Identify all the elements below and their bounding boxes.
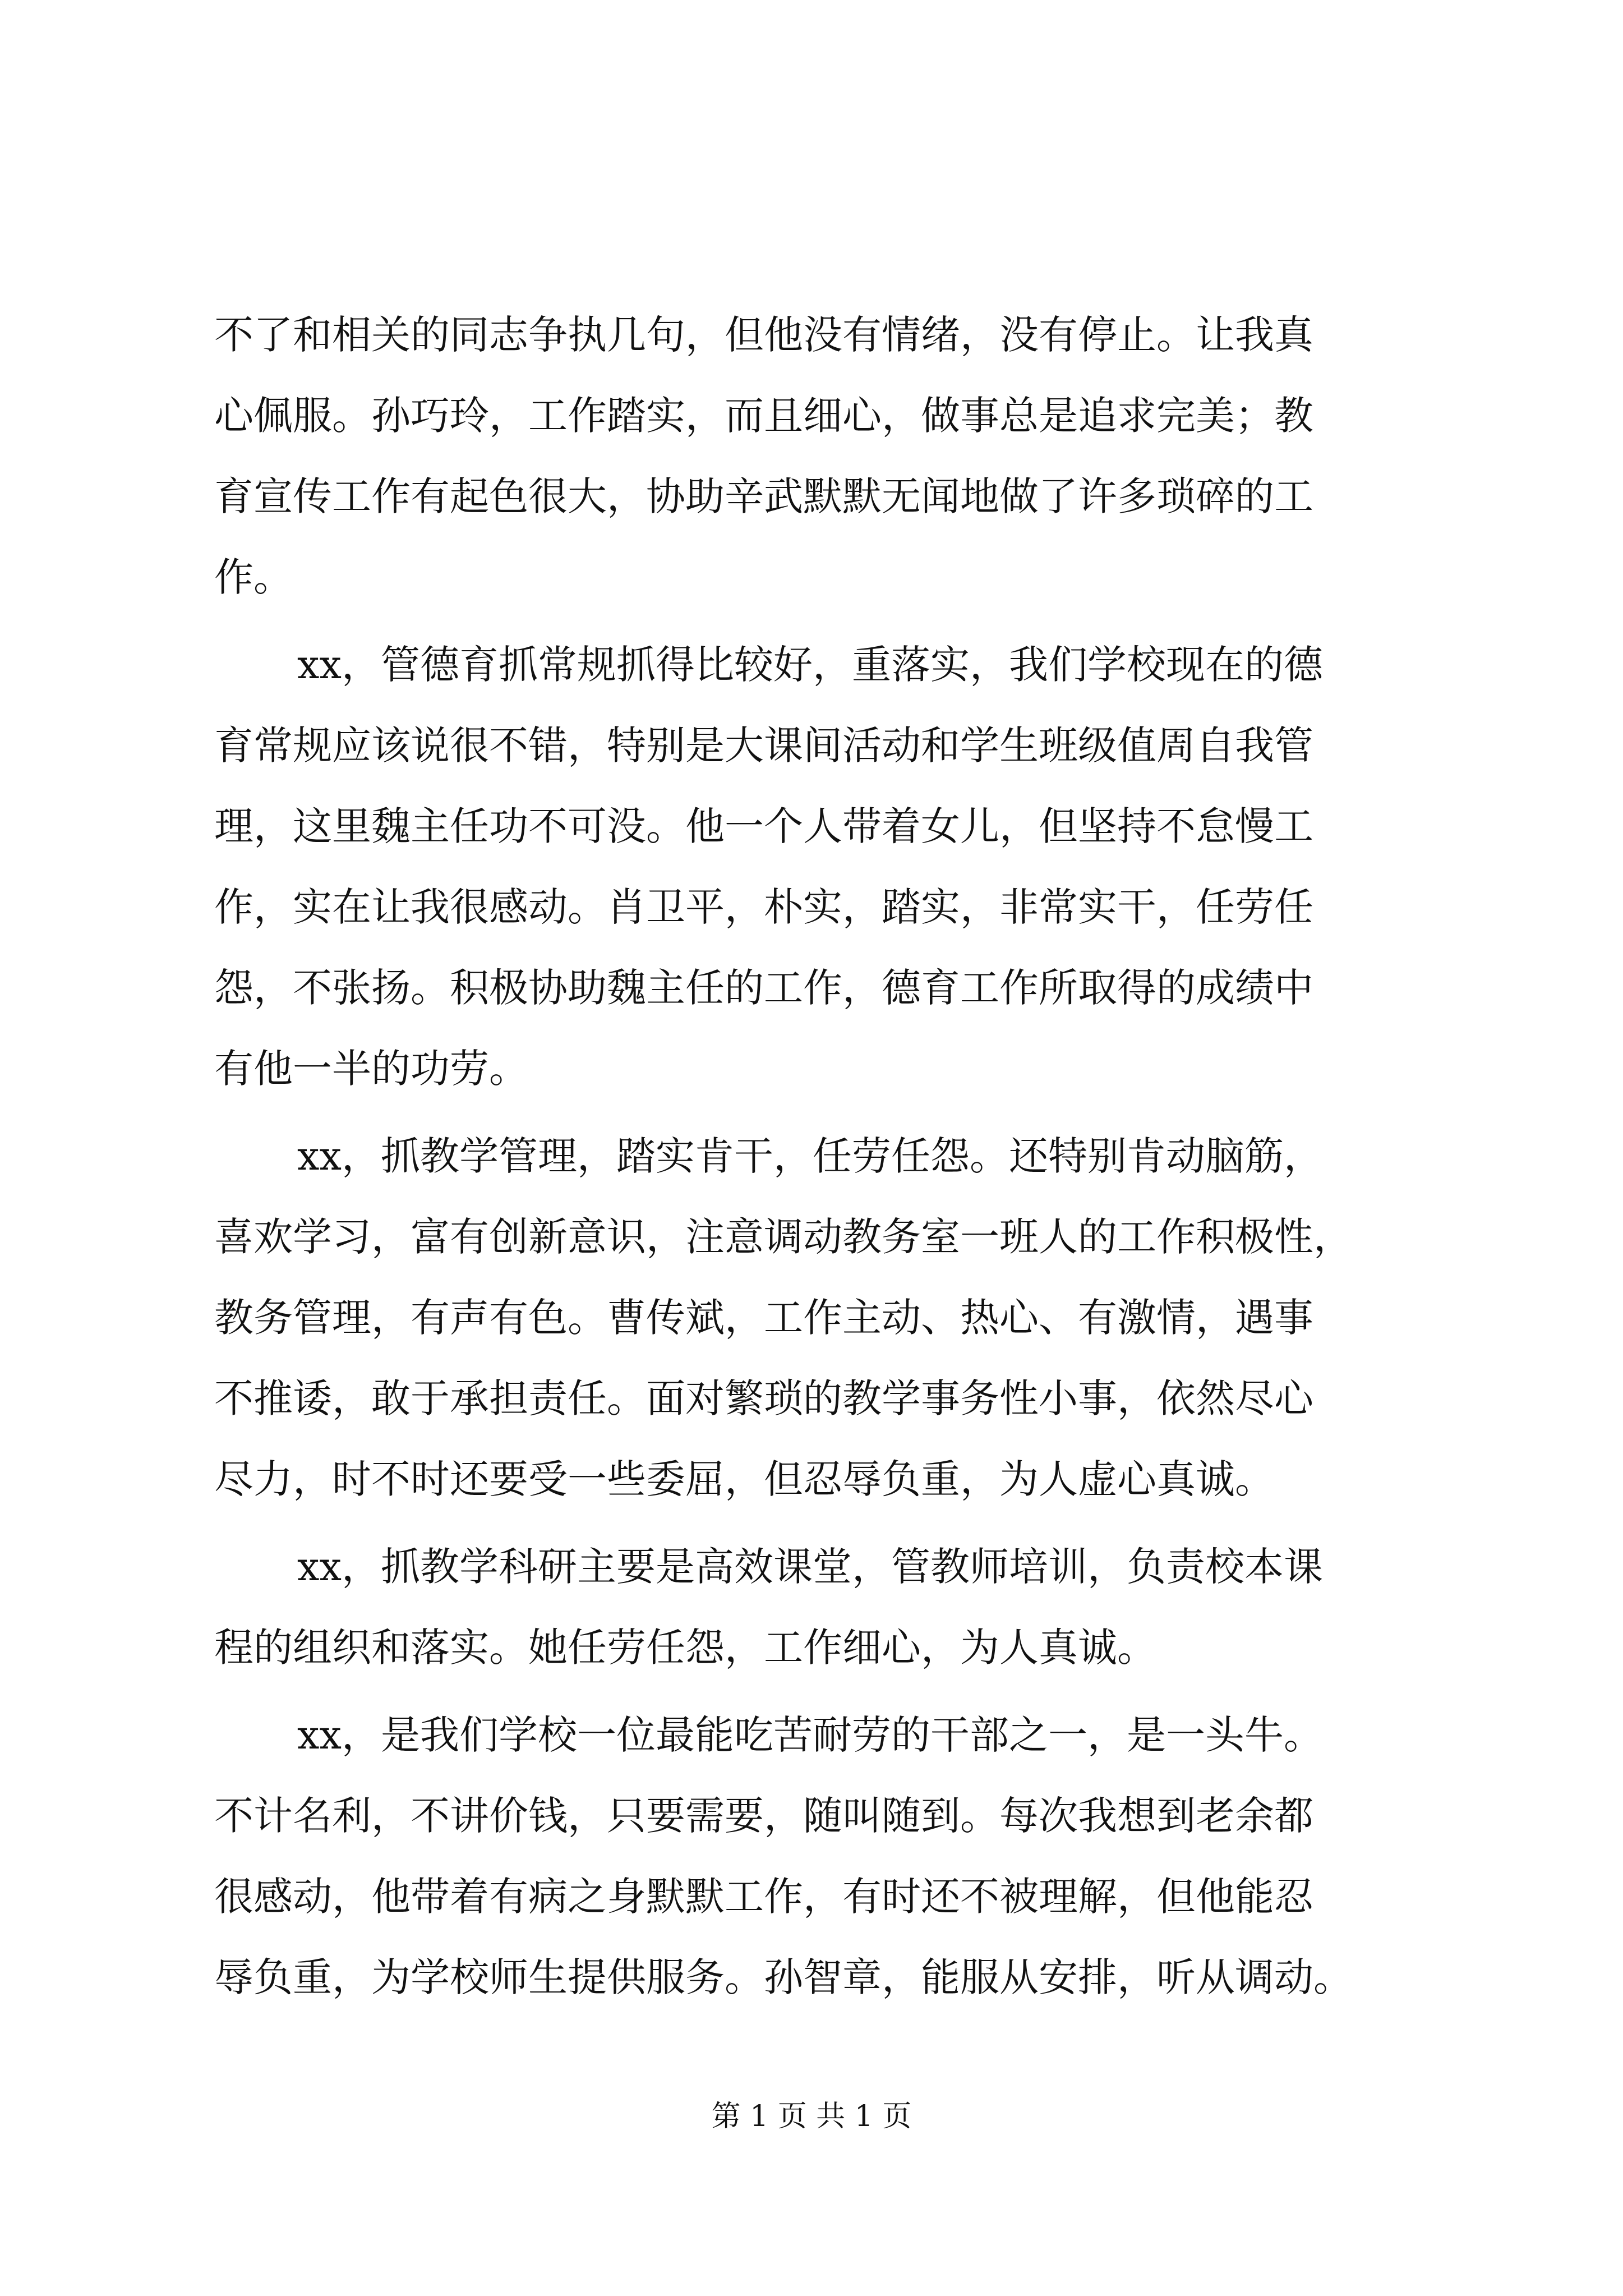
- paragraph-gap: [214, 618, 1414, 624]
- text-line: 辱负重，为学校师生提供服务。孙智章，能服从安排，听从调动。: [214, 1954, 1353, 2000]
- paragraph-2: [214, 624, 1414, 1109]
- text-line: 不计名利，不讲价钱，只要需要，随叫随到。每次我想到老余都: [214, 1793, 1313, 1839]
- paragraph-4: [214, 1526, 1414, 1688]
- text-line: 不推诿，敢于承担责任。面对繁琐的教学事务性小事，依然尽心: [214, 1375, 1313, 1421]
- text-line: 心佩服。孙巧玲，工作踏实，而且细心，做事总是追求完美；教: [214, 393, 1313, 439]
- page-number-label: 第 1 页 共 1 页: [711, 2100, 912, 2133]
- text-line: 尽力，时不时还要受一些委屈，但忍辱负重，为人虚心真诚。: [214, 1456, 1274, 1502]
- text-line: xx，管德育抓常规抓得比较好，重落实，我们学校现在的德: [297, 642, 1323, 688]
- text-line: 育宣传工作有起色很大，协助辛武默默无闻地做了许多琐碎的工: [214, 473, 1313, 519]
- text-line: 程的组织和落实。她任劳任怨，工作细心，为人真诚。: [214, 1625, 1156, 1671]
- paragraph-5: [214, 1695, 1414, 2018]
- text-line: 不了和相关的同志争执几句，但他没有情绪，没有停止。让我真: [214, 312, 1313, 358]
- paragraph-3: [214, 1116, 1414, 1520]
- text-line: 理，这里魏主任功不可没。他一个人带着女儿，但坚持不怠慢工: [214, 803, 1313, 849]
- text-line: 有他一半的功劳。: [214, 1046, 528, 1092]
- text-line: 作。: [214, 554, 293, 600]
- text-line: 怨，不张扬。积极协助魏主任的工作，德育工作所取得的成绩中: [214, 965, 1313, 1011]
- paragraph-gap: [214, 1109, 1414, 1116]
- text-line: 作，实在让我很感动。肖卫平，朴实，踏实，非常实干，任劳任: [214, 884, 1313, 930]
- text-line: 喜欢学习，富有创新意识，注意调动教务室一班人的工作积极性，: [214, 1214, 1353, 1260]
- document-body: [214, 295, 1414, 2018]
- text-line: 育常规应该说很不错，特别是大课间活动和学生班级值周自我管: [214, 723, 1313, 769]
- text-line: xx，抓教学管理，踏实肯干，任劳任怨。还特别肯动脑筋，: [297, 1133, 1323, 1179]
- text-line: xx，抓教学科研主要是高效课堂，管教师培训，负责校本课: [297, 1544, 1323, 1590]
- text-line: 很感动，他带着有病之身默默工作，有时还不被理解，但他能忍: [214, 1874, 1313, 1920]
- text-line: 教务管理，有声有色。曹传斌，工作主动、热心、有激情，遇事: [214, 1295, 1313, 1341]
- paragraph-1: [214, 295, 1414, 618]
- paragraph-gap: [214, 1520, 1414, 1526]
- page-footer: [0, 2097, 1623, 2136]
- paragraph-gap: [214, 1688, 1414, 1695]
- text-line: xx，是我们学校一位最能吃苦耐劳的干部之一，是一头牛。: [297, 1712, 1323, 1758]
